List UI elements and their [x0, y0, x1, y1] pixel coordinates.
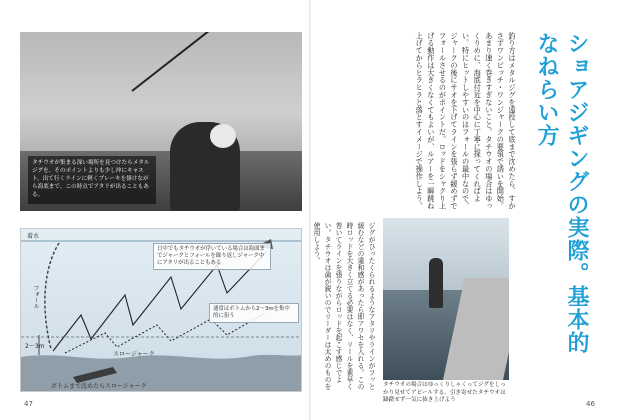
photo-rod: [131, 32, 219, 92]
bottom-note: 通常はボトムから2〜3mを集中的に狙う: [209, 303, 299, 323]
right-page-number: 46: [586, 400, 595, 408]
bottom-label: ボトムまで沈めたらスロージャーク: [51, 383, 147, 390]
body-text-upper: 釣り方はメタルジグを遠投して底まで沈めたら、すかさずワンピッチ・ワンジャークの要領で誘いを開始。あまり速く巻きすぎないこと。タチウオの場合はゆっくりめに、海底付近を中心に丁寧に探ってくればよい。特にヒットしやすいのはフォールの最中なので、ジャークの後にサオを下げてラインを張らず緩めずでフォールさせるのがポイントだ。ロッドをシャクり上げる動作は大きくなくてもよいが、ルアーを一瞬跳ね上げてからヒラヒラと落とすイメージで操作しよう。: [415, 32, 517, 210]
jigging-diagram: [20, 228, 302, 392]
fall-label: フォール: [32, 285, 39, 309]
right-photo-caption: タチウオの場合はゆっくりしゃくってジグをしっかり見せてアピールする。引き寄せたタチウオは躊躇せず一気に抜き上げよう: [383, 382, 506, 404]
surface-label: 着水: [27, 233, 40, 240]
photo-person: [429, 258, 443, 308]
page-headline: ショアジギングの実際。基本的なねらい方: [534, 32, 589, 354]
left-page-number: 47: [24, 400, 33, 408]
left-photo-caption: タチウオが集まる深い場所を見つけたらメタルジグを、そのポイントよりも少し沖にキャスト。出て行くラインに軽くブレーキを掛けながら海底まで。この時点でアタリが出ることもある。: [28, 156, 156, 204]
page-gutter: [309, 0, 311, 420]
surface-note: 日中でもタチウオが浮いている場合は海面までジャークとフォールを繰り返しジャーク中にアタリが出ることもある: [153, 243, 271, 270]
photo-angler-cap: [210, 124, 236, 148]
angler-casting-photo: [20, 32, 302, 211]
body-text-lower: ジグがひったくられるようなアタリやラインがフッと緩むなどの違和感があったら即アワセを入れる。この時ロッドを大きく立てる必要はなく、リールを素早く巻いてラインを張りながらロッドを起こす感じでよい。タチウオは歯が鋭いのでリーダーは太めのものを使用しよう。: [312, 222, 375, 390]
fall-path: [45, 243, 59, 349]
depth-label: 2〜3m: [25, 343, 45, 350]
slow-jerk-label: スロージャーク: [113, 351, 155, 358]
pier-angler-photo: [383, 218, 509, 380]
